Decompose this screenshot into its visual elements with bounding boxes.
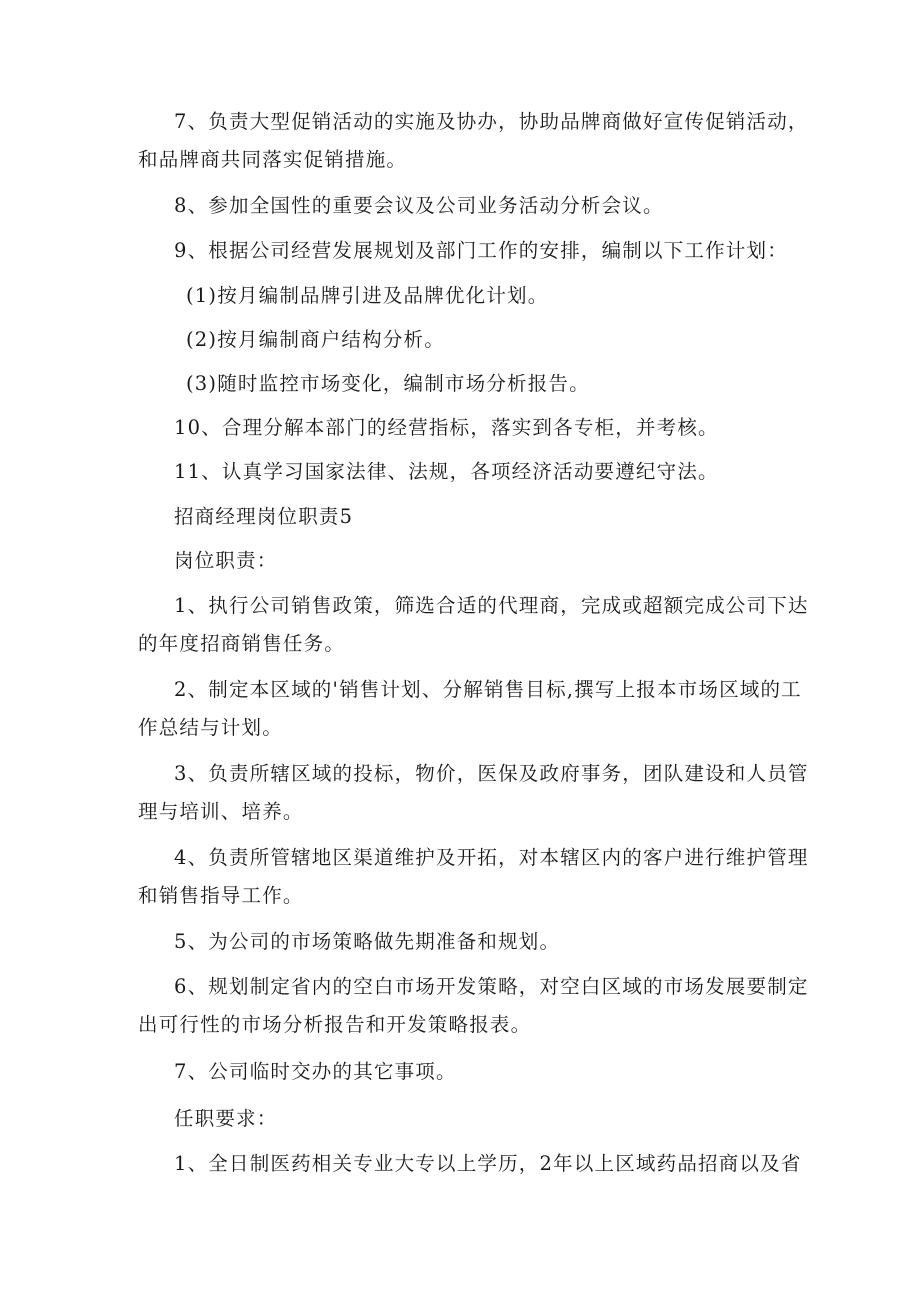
paragraph-9: 9、根据公司经营发展规划及部门工作的安排，编制以下工作计划：: [174, 239, 788, 262]
duty-5: 5、为公司的市场策略做先期准备和规划。: [174, 930, 561, 953]
duty-1-line2: 的年度招商销售任务。: [138, 632, 346, 655]
sub-item-2: (2)按月编制商户结构分析。: [186, 328, 445, 351]
duty-4-line1: 4、负责所管辖地区渠道维护及开拓，对本辖区内的客户进行维护管理: [174, 846, 809, 869]
paragraph-8: 8、参加全国性的重要会议及公司业务活动分析会议。: [174, 194, 664, 217]
duty-7: 7、公司临时交办的其它事项。: [174, 1060, 457, 1083]
sub-item-3: (3)随时监控市场变化，编制市场分析报告。: [186, 372, 590, 395]
duty-1-line1: 1、执行公司销售政策，筛选合适的代理商，完成或超额完成公司下达: [174, 594, 809, 617]
requirements-heading: 任职要求：: [174, 1107, 278, 1130]
duties-heading: 岗位职责：: [174, 549, 278, 572]
paragraph-11: 11、认真学习国家法律、法规，各项经济活动要遵纪守法。: [174, 460, 719, 483]
section-heading: 招商经理岗位职责5: [174, 505, 354, 528]
duty-4-line2: 和销售指导工作。: [138, 884, 304, 907]
sub-item-1: (1)按月编制品牌引进及品牌优化计划。: [186, 284, 549, 307]
duty-3-line2: 理与培训、培养。: [138, 800, 304, 823]
requirement-1-line1: 1、全日制医药相关专业大专以上学历，2年以上区域药品招商以及省: [174, 1152, 802, 1175]
duty-2-line2: 作总结与计划。: [138, 716, 283, 739]
paragraph-7-line1: 7、负责大型促销活动的实施及协办，协助品牌商做好宣传促销活动，: [174, 110, 809, 133]
duty-3-line1: 3、负责所辖区域的投标，物价，医保及政府事务，团队建设和人员管: [174, 762, 809, 785]
duty-2-line1: 2、制定本区域的'销售计划、分解销售目标,撰写上报本市场区域的工: [174, 678, 802, 701]
paragraph-10: 10、合理分解本部门的经营指标，落实到各专柜，并考核。: [174, 416, 719, 439]
duty-6-line1: 6、规划制定省内的空白市场开发策略，对空白区域的市场发展要制定: [174, 975, 809, 998]
paragraph-7-line2: 和品牌商共同落实促销措施。: [138, 148, 408, 171]
duty-6-line2: 出可行性的市场分析报告和开发策略报表。: [138, 1013, 532, 1036]
